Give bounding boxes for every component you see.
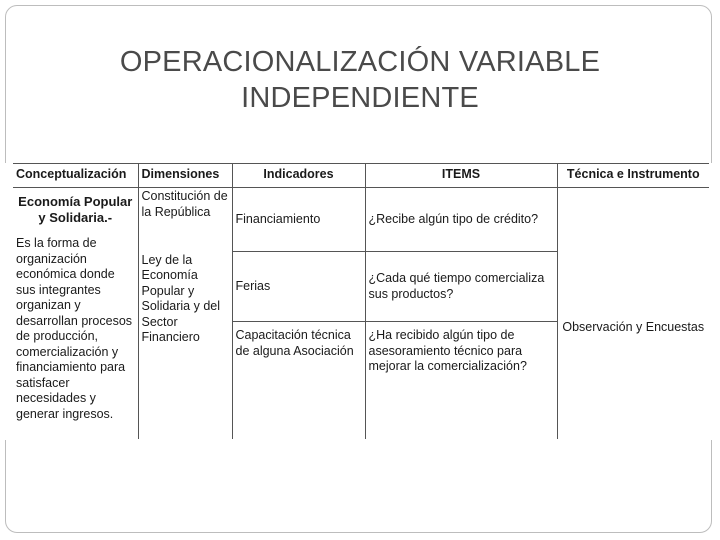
header-items: ITEMS bbox=[365, 164, 557, 188]
header-dimensiones: Dimensiones bbox=[138, 164, 232, 188]
concept-title: Economía Popular y Solidaria.- bbox=[18, 194, 133, 225]
title-line-2: INDEPENDIENTE bbox=[241, 82, 479, 114]
table-row bbox=[13, 188, 709, 252]
operationalization-table bbox=[13, 163, 709, 439]
header-conceptualizacion: Conceptualización bbox=[13, 164, 138, 188]
title-line-1: OPERACIONALIZACIÓN VARIABLE bbox=[119, 46, 601, 78]
indicator-cell: Ferias bbox=[232, 252, 365, 322]
dimension-cell-2: Ley de la Economía Popular y Solidaria y del Sector Financiero bbox=[138, 252, 232, 439]
table-header-row bbox=[13, 164, 709, 188]
header-tecnica: Técnica e Instrumento bbox=[557, 164, 709, 188]
technique-cell bbox=[557, 188, 709, 439]
concept-text: Es la forma de organización económica donde sus integrantes organizan y desarrollan procesos de producción, comercialización y financiamiento para satisfacer necesidades y generar ingresos. bbox=[16, 236, 133, 421]
header-indicadores: Indicadores bbox=[232, 164, 365, 188]
technique-text: Observación y Encuestas bbox=[562, 320, 705, 334]
item-cell: ¿Ha recibido algún tipo de asesoramiento técnico para mejorar la comercialización? bbox=[365, 322, 557, 439]
item-cell: ¿Recibe algún tipo de crédito? bbox=[365, 188, 557, 252]
dimension-cell-1: Constitución de la República bbox=[138, 188, 232, 252]
indicator-cell: Financiamiento bbox=[232, 188, 365, 252]
item-cell: ¿Cada qué tiempo comercializa sus productos? bbox=[365, 252, 557, 322]
indicator-cell: Capacitación técnica de alguna Asociación bbox=[232, 322, 365, 439]
slide-title bbox=[0, 44, 720, 116]
operationalization-table-image bbox=[5, 163, 712, 440]
conceptualization-cell bbox=[13, 188, 138, 439]
